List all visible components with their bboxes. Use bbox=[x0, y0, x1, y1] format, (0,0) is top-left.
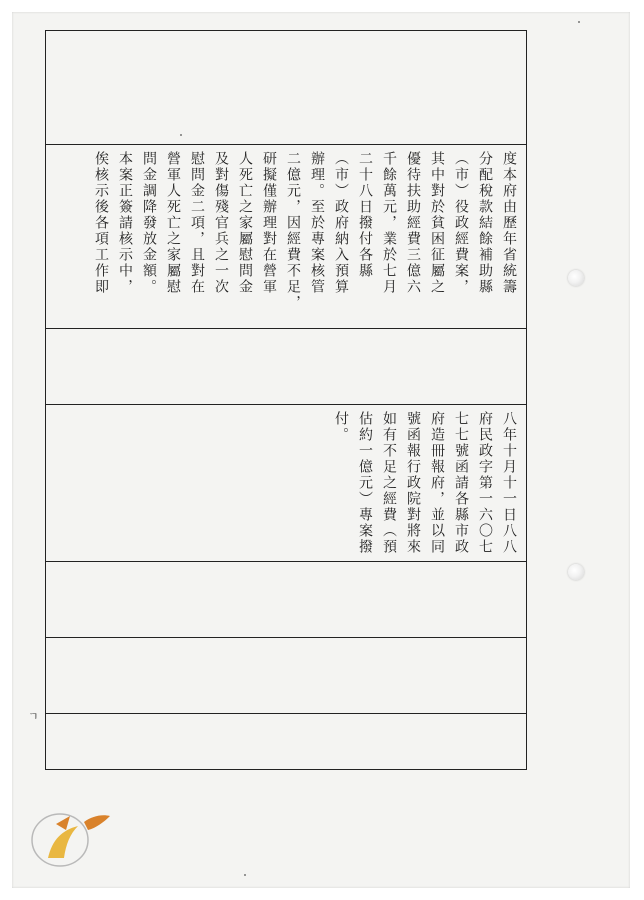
text-column: 營軍人死亡之家屬慰 bbox=[165, 151, 181, 295]
text-column: 二十八日撥付各縣 bbox=[357, 151, 373, 279]
ruled-line bbox=[45, 404, 527, 405]
paper-speck bbox=[244, 874, 246, 876]
ruled-line bbox=[45, 144, 527, 145]
punch-hole-top bbox=[568, 270, 584, 286]
ruled-line bbox=[45, 637, 527, 638]
text-column: 其中對於貧困征屬之 bbox=[429, 151, 445, 295]
ruled-line bbox=[45, 561, 527, 562]
logo-mark-yellow bbox=[48, 826, 78, 858]
ruled-line bbox=[45, 713, 527, 714]
paper-speck bbox=[578, 21, 580, 23]
text-column: 慰問金二項，且對在 bbox=[189, 151, 205, 295]
archive-logo bbox=[26, 800, 122, 872]
ruled-form-frame bbox=[45, 30, 527, 770]
text-column: 分配稅款結餘補助縣 bbox=[477, 151, 493, 295]
ruled-line bbox=[45, 328, 527, 329]
continuation-column: 府造冊報府，並以同 bbox=[429, 411, 445, 555]
text-column: 俟核示後各項工作即 bbox=[93, 151, 109, 295]
document-page bbox=[12, 12, 630, 888]
text-column: 研擬僅辦理對在營軍 bbox=[261, 151, 277, 295]
continuation-column: 如有不足之經費（預 bbox=[381, 411, 397, 555]
logo-mark-orange bbox=[84, 815, 110, 830]
text-column: 度本府由歷年省統籌 bbox=[501, 151, 517, 295]
text-column: 優待扶助經費三億六 bbox=[405, 151, 421, 295]
margin-mark: ㄱ bbox=[28, 710, 39, 723]
punch-hole-bottom bbox=[568, 564, 584, 580]
text-column: 及對傷殘官兵之一次 bbox=[213, 151, 229, 295]
text-column: （市）政府納入預算 bbox=[333, 151, 349, 295]
text-column: 人死亡之家屬慰問金 bbox=[237, 151, 253, 295]
text-column: 問金調降發放金額。 bbox=[141, 151, 157, 295]
text-column: （市）役政經費案， bbox=[453, 151, 469, 295]
text-column: 辦理。至於專案核管 bbox=[309, 151, 325, 295]
text-column: 本案正簽請核示中， bbox=[117, 151, 133, 295]
continuation-column: 付。 bbox=[333, 411, 349, 443]
continuation-column: 號函報行政院對將來 bbox=[405, 411, 421, 555]
continuation-column: 府民政字第一六〇七 bbox=[477, 411, 493, 555]
continuation-column: 七七號函請各縣市政 bbox=[453, 411, 469, 555]
continuation-column: 估約一億元）專案撥 bbox=[357, 411, 373, 555]
logo-mark-orange bbox=[56, 816, 70, 830]
text-column: 千餘萬元，業於七月 bbox=[381, 151, 397, 295]
continuation-column: 八年十月十一日八八 bbox=[501, 411, 517, 555]
text-column: 二億元，因經費不足， bbox=[285, 151, 301, 311]
